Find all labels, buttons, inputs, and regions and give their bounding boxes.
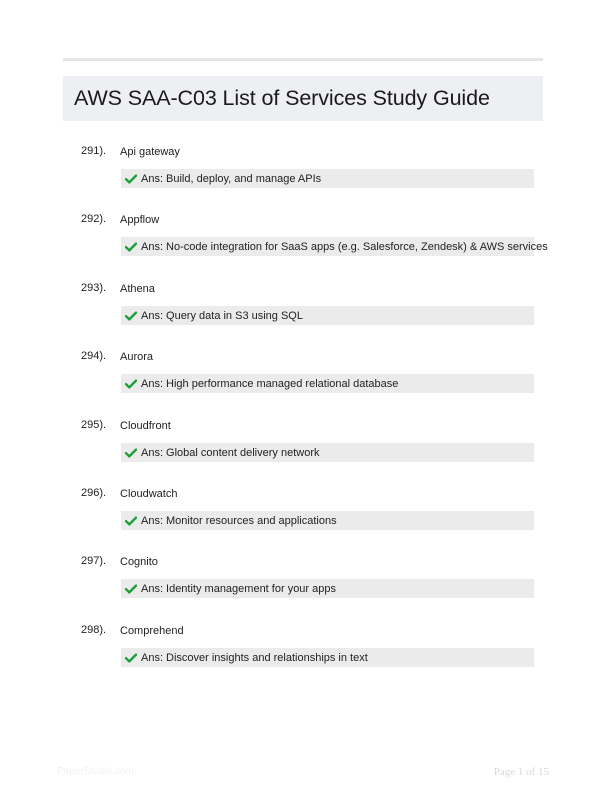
answer-box (121, 169, 534, 188)
qa-item (0, 349, 606, 409)
question-number: 291). (81, 145, 107, 157)
question-text: Cognito (120, 556, 158, 568)
answer-text: Identity management for your apps (166, 582, 336, 595)
answer-label: Ans: (141, 582, 164, 595)
question-text: Cloudwatch (120, 488, 178, 500)
answer-box (121, 237, 548, 256)
answer-label: Ans: (141, 651, 164, 664)
check-icon (125, 174, 137, 184)
qa-item (0, 486, 606, 546)
check-icon (125, 584, 137, 594)
check-icon (125, 653, 137, 663)
question-text: Athena (120, 283, 155, 295)
answer-box (121, 511, 534, 530)
question-text: Cloudfront (120, 420, 171, 432)
answer-box (121, 579, 534, 598)
answer-text: Discover insights and relationships in text (166, 651, 368, 664)
check-icon (125, 516, 137, 526)
check-icon (125, 379, 137, 389)
question-text: Comprehend (120, 625, 184, 637)
question-number: 298). (81, 624, 107, 636)
answer-text: Query data in S3 using SQL (166, 309, 303, 322)
answer-box (121, 443, 534, 462)
answer-text: High performance managed relational database (166, 377, 399, 390)
qa-item (0, 281, 606, 341)
answer-label: Ans: (141, 377, 164, 390)
answer-label: Ans: (141, 446, 164, 459)
question-number: 293). (81, 282, 107, 294)
question-text: Appflow (120, 214, 160, 226)
title-banner (63, 76, 543, 121)
answer-label: Ans: (141, 514, 164, 527)
qa-item (0, 554, 606, 614)
answer-label: Ans: (141, 172, 164, 185)
answer-text: No-code integration for SaaS apps (e.g. Salesforce, Zendesk) & AWS services (166, 240, 548, 253)
answer-box (121, 306, 534, 325)
question-text: Aurora (120, 351, 154, 363)
check-icon (125, 242, 137, 252)
qa-item (0, 418, 606, 478)
check-icon (125, 448, 137, 458)
answer-text: Monitor resources and applications (166, 514, 337, 527)
check-icon (125, 311, 137, 321)
top-divider (63, 58, 543, 61)
qa-item (0, 144, 606, 204)
question-number: 292). (81, 213, 107, 225)
answer-label: Ans: (141, 309, 164, 322)
question-number: 296). (81, 487, 107, 499)
answer-box (121, 374, 534, 393)
qa-item (0, 623, 606, 683)
question-number: 294). (81, 350, 107, 362)
answer-text: Global content delivery network (166, 446, 320, 459)
question-number: 297). (81, 555, 107, 567)
qa-item (0, 212, 606, 272)
answer-label: Ans: (141, 240, 164, 253)
question-text: Api gateway (120, 146, 180, 158)
answer-text: Build, deploy, and manage APIs (166, 172, 322, 185)
page-indicator: Page 1 of 15 (493, 766, 549, 778)
footer-watermark: PaperStudio.com (57, 766, 134, 777)
answer-box (121, 648, 534, 667)
page-title: AWS SAA-C03 List of Services Study Guide (74, 86, 490, 110)
question-number: 295). (81, 419, 107, 431)
